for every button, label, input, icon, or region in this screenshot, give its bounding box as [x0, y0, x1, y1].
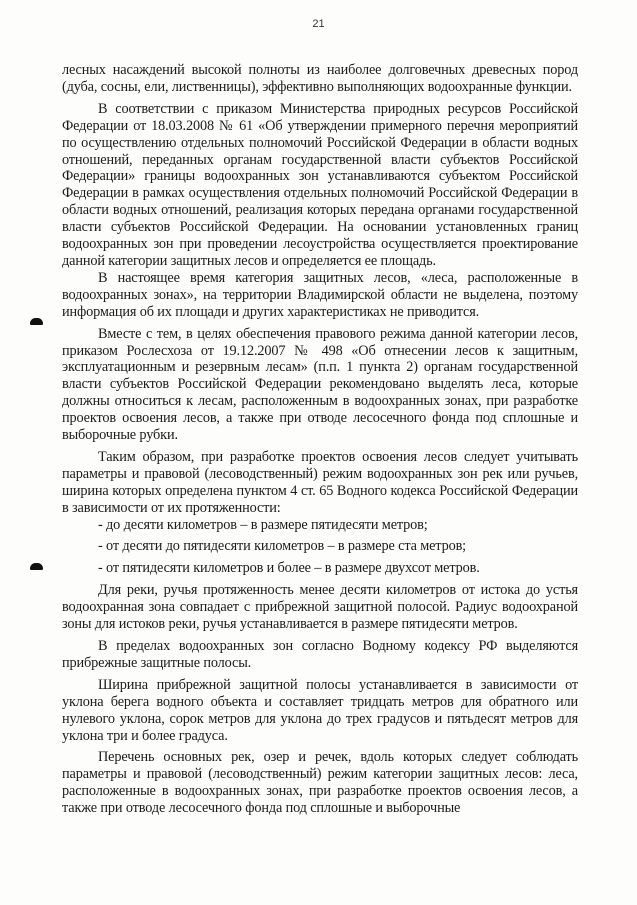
paragraph: лесных насаждений высокой полноты из наиболее долговечных древесных пород (дуба, сосны, ели, лиственницы), эффективно выполняющих водоохранные функции.	[62, 62, 578, 95]
paragraph: Для реки, ручья протяженность менее десяти километров от истока до устья водоохранная зона совпадает с прибрежной защитной полосой. Радиус водоохраной зоны для истоков реки, ручья устанавливается в размере пятидесяти метров.	[62, 582, 578, 633]
paragraph: В настоящее время категория защитных лесов, «леса, расположенные в водоохранных зонах», на территории Владимирской области не выделена, поэтому информация об их площади и других характеристиках не приводится.	[62, 269, 578, 320]
paragraph: Перечень основных рек, озер и речек, вдоль которых следует соблюдать параметры и правовой (лесоводственный) режим категории защитных лесов: леса, расположенные в водоохранных зонах, при разработке проектов освоения лесов, а также при отводе лесосечного фонда под сплошные и выборочные	[62, 749, 578, 817]
binder-hole-mark	[30, 318, 43, 325]
paragraph: Вместе с тем, в целях обеспечения правового режима данной категории лесов, приказом Рослесхоза от 19.12.2007 № 498 «Об отнесении лесов к защитным, эксплуатационным и резервным лесам» (п.п. 1 пункта 2) органам государственной власти субъектов Российской Федерации рекомендовано выделять леса, которые должны относиться к лесам, расположенным в водоохранных зонах, при разработке проектов освоения лесов, а также при отводе лесосечного фонда под сплошные и выборочные рубки.	[62, 325, 578, 444]
zone-width-list	[62, 517, 578, 578]
paragraph: Таким образом, при разработке проектов освоения лесов следует учитывать параметры и правовой (лесоводственный) режим водоохранных зон рек или ручьев, ширина которых определена пунктом 4 ст. 65 Водного кодекса Российской Федерации в зависимости от их протяженности:	[62, 448, 578, 516]
list-item: - от пятидесяти километров и более – в размере двухсот метров.	[98, 560, 480, 577]
paragraph: В пределах водоохранных зон согласно Водному кодексу РФ выделяются прибрежные защитные полосы.	[62, 638, 578, 671]
list-item: - от десяти до пятидесяти километров – в размере ста метров;	[98, 538, 466, 555]
page-number: 21	[312, 18, 325, 30]
binder-hole-mark	[30, 563, 43, 570]
paragraph: Ширина прибрежной защитной полосы устанавливается в зависимости от уклона берега водного объекта и составляет тридцать метров для обратного или нулевого уклона, сорок метров для уклона до трех градусов и пятьдесят метров для уклона три и более градуса.	[62, 676, 578, 744]
list-item: - до десяти километров – в размере пятидесяти метров;	[98, 516, 428, 533]
paragraph: В соответствии с приказом Министерства природных ресурсов Российской Федерации от 18.03.2008 № 61 «Об утверждении примерного перечня мероприятий по осуществлению отдельных полномочий Российской Федерации в области водных отношений, переданных органам государственной власти субъектов Российской Федерации» границы водоохранных зон устанавливаются субъектом Российской Федерации в рамках осуществления отдельных полномочий Российской Федерации в области водных отношений, реализация которых передана органами государственной власти субъектов Российской Федерации. На основании установленных границ водоохранных зон при проведении лесоустройства осуществляется проектирование данной категории защитных лесов и определяется ее площадь.	[62, 100, 578, 269]
document-body	[62, 62, 578, 822]
